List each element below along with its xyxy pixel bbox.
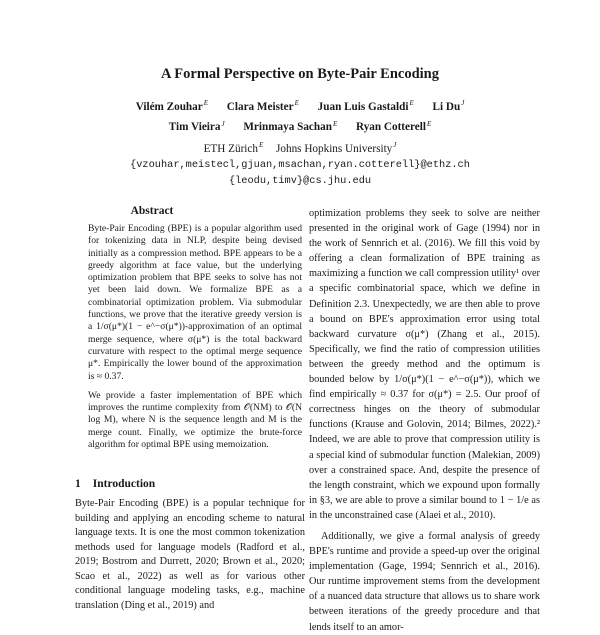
email-line[interactable]: {vzouhar,meistecl,gjuan,msachan,ryan.cotterell}@ethz.ch xyxy=(130,158,470,171)
author-list xyxy=(0,95,600,136)
paper-title: A Formal Perspective on Byte-Pair Encoding xyxy=(160,66,439,82)
author: Mrinmaya Sachan$^E$ xyxy=(243,119,338,134)
author-row-1 xyxy=(0,95,600,116)
author: Tim Vieira$^J$ xyxy=(168,119,225,134)
author: Juan Luis Gastaldi$^E$ xyxy=(317,99,414,113)
affiliation-mark: J xyxy=(221,119,225,128)
author: Clara Meister$^E$ xyxy=(226,99,299,113)
affiliation-mark: E xyxy=(409,99,414,107)
body-paragraph: optimization problems they seek to solve are neither presented in the original work of Gage (1994) nor in the work of Sennrich et al. (2016). We fill this void by offering a clean formalization of BPE training as maximizing a function we call compression utility¹ over a specific combinatorial space, which we define in Definition 2.3. Unexpectedly, we are then able to prove a bound on BPE's approximation error using total backward curvature σ(μ*) (Zhang et al., 2015). Specifically, we find the ratio of compression utilities between the greedy method and the optimum is bounded below by 1/σ(μ*)(1 − e^−σ(μ*)), which we find empirically ≈ 0.37 for σ(μ*) = 2.5. Our proof of correctness hinges on the theory of submodular functions (Krause and Golovin, 2014; Bilmes, 2022).² Indeed, we are able to prove that compression utility is a special kind of submodular function (Malekian, 2009) over a constrained space. And, despite the presence of the length constraint, which we expound upon formally in §3, we are able to prove a similar bound to 1 − 1/e as in the unconstrained case (Alaei et al., 2010). xyxy=(309,208,540,521)
affiliation-mark: E xyxy=(203,99,208,107)
abstract-heading: Abstract xyxy=(130,205,174,217)
abstract-paragraph: Byte-Pair Encoding (BPE) is a popular algorithm used for tokenizing data in NLP, despite being devised initially as a compression method. BPE appears to be a greedy algorithm at face value, but the underlying optimization problem that BPE seeks to solve has not yet been laid down. We formalize BPE as a combinatorial optimization problem. Via submodular functions, we prove that the iterative greedy version is a 1/σ(μ*)(1 − e^−σ(μ*))-approximation of an optimal merge sequence, where σ(μ*) is the total backward curvature with respect to the optimal merge sequence μ*. Empirically the lower bound of the approximation is ≈ 0.37. xyxy=(88,223,302,382)
author: Li $Du^J$ xyxy=(432,99,465,113)
affiliation-mark: E xyxy=(332,119,338,128)
abstract-body xyxy=(88,223,302,458)
affiliation-mark: J xyxy=(461,99,465,107)
affiliation-mark: E xyxy=(426,119,432,128)
author: Vilém Zouhar$^E$ xyxy=(135,99,208,113)
institution: ETH Zürich$^E$ xyxy=(203,141,264,155)
author-row-2 xyxy=(0,116,600,137)
affiliations xyxy=(0,137,600,189)
body-paragraph: Additionally, we give a formal analysis of greedy BPE's runtime and provide a speed-up over the original implementation (Gage, 1994; Sennrich et al., 2016). Our runtime improvement stems from the development of a nuanced data structure that allows us to share work between iterations of the greedy procedure and that lends itself to an amor- xyxy=(309,530,540,633)
email-line[interactable]: {leodu,timv}@cs.jhu.edu xyxy=(228,174,372,187)
author: Ryan Cotterell$^E$ xyxy=(356,119,432,134)
body-paragraph: Byte-Pair Encoding (BPE) is a popular technique for building and applying an encoding scheme to natural language texts. It is one the most common tokenization methods used for language models (Radford et al., 2019; Bostrom and Durrett, 2020; Brown et al., 2020; Scao et al., 2022) as well as for various other conditional language modeling tasks, e.g., machine translation (Ding et al., 2019) and xyxy=(75,498,305,611)
institution: Johns Hopkins University$^J$ xyxy=(276,141,397,155)
institution-row xyxy=(0,137,600,157)
introduction-body xyxy=(75,497,305,613)
abstract-paragraph: We provide a faster implementation of BPE which improves the runtime complexity from 𝒪(NM) to 𝒪(N log M), where N is the sequence length and M is the merge count. Finally, we optimize the brute-force algorithm for optimal BPE using memoization. xyxy=(88,389,302,451)
section-heading: 1 Introduction xyxy=(75,478,156,490)
right-column xyxy=(309,206,540,635)
affiliation-mark: E xyxy=(294,99,299,107)
